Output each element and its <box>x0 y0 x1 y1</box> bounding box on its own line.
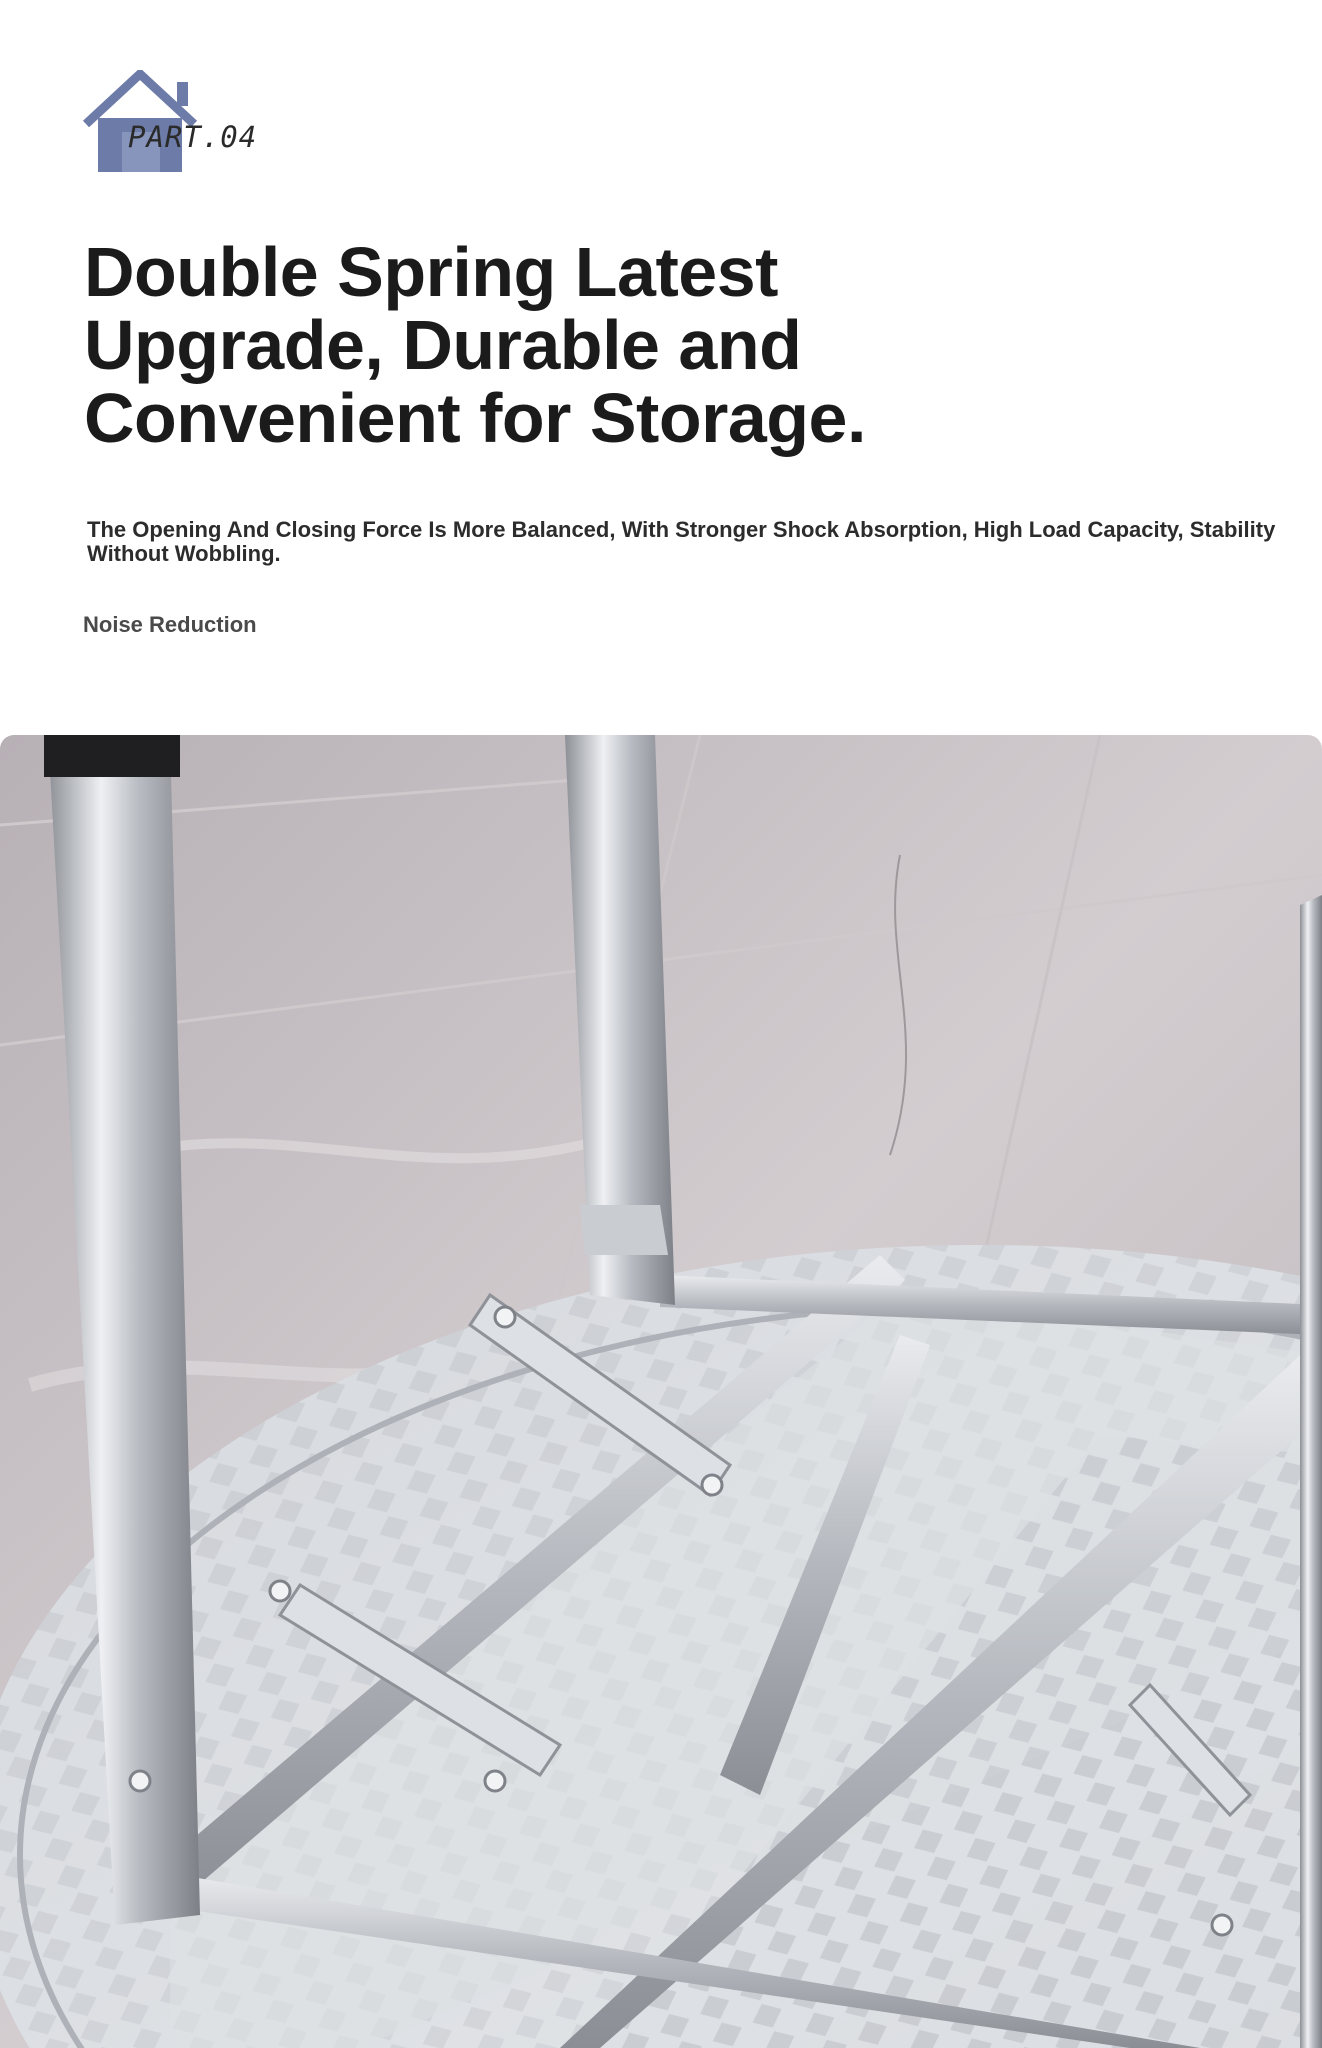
folding-table-illustration <box>0 735 1322 2048</box>
page-title: Double Spring Latest Upgrade, Durable and Convenient for Storage. <box>84 233 866 457</box>
product-image <box>0 735 1322 2048</box>
feature-description: The Opening And Closing Force Is More Balanced, With Stronger Shock Absorption, High Load Capacity, Stability Without Wobbling. <box>87 517 1276 566</box>
feature-tag: Noise Reduction <box>83 612 257 637</box>
part-label: PART.04 <box>128 120 258 154</box>
part-badge <box>82 70 282 175</box>
